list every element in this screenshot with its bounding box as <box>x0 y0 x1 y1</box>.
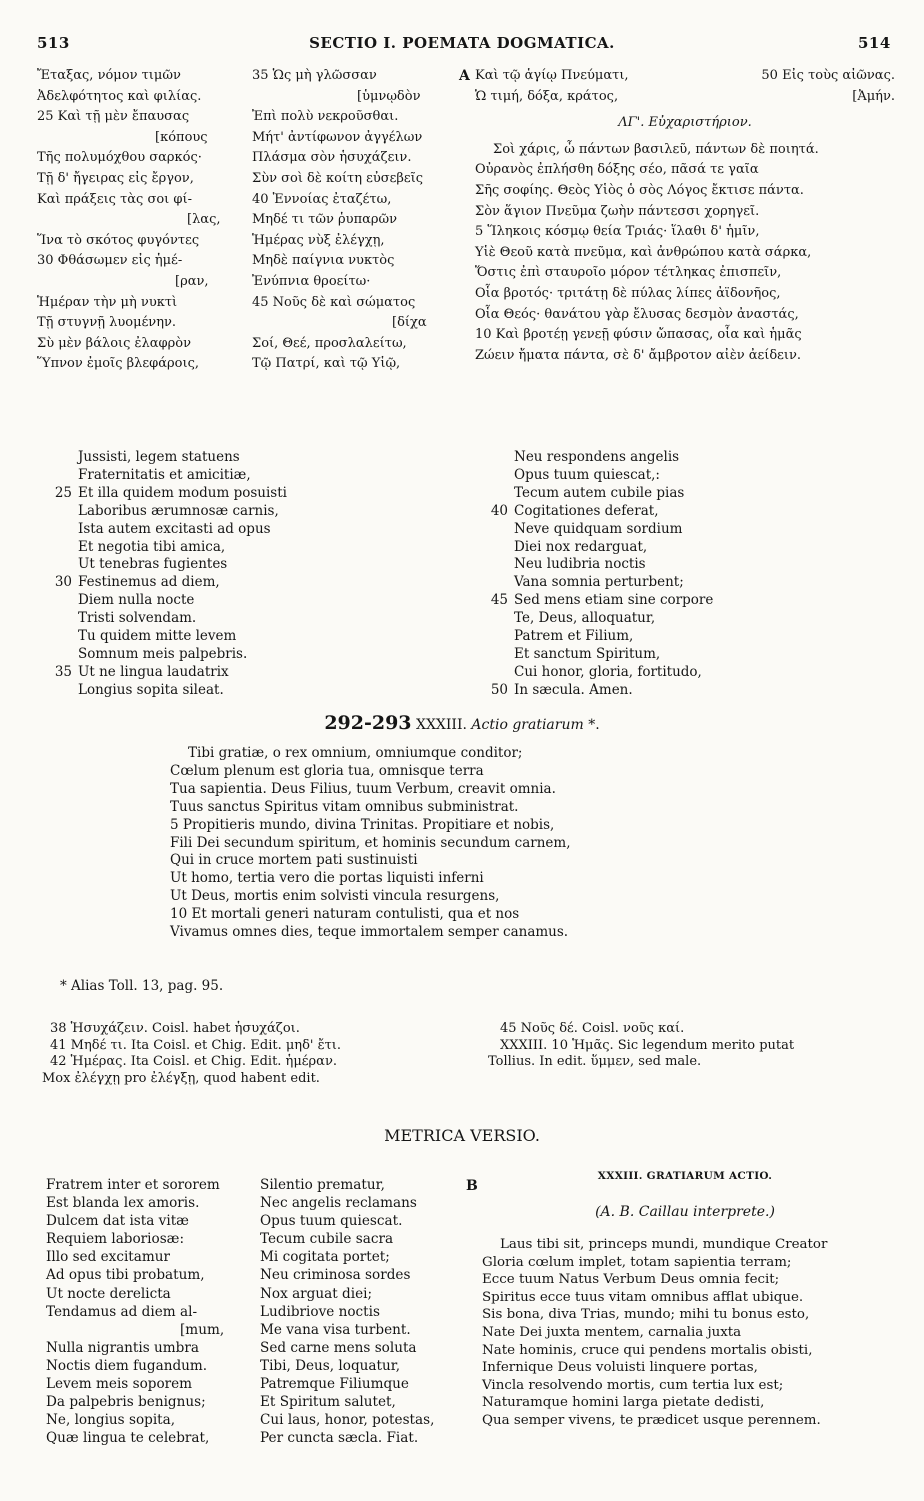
note-line: 38 Ἡσυχάζειν. Coisl. habet ἡσυχάζοι. <box>50 1021 300 1036</box>
verse-line: Laus tibi sit, princeps mundi, mundique Creator <box>500 1237 828 1252</box>
verse-line: 5 Propitieris mundo, divina Trinitas. Propitiare et nobis, <box>170 816 555 833</box>
verse-line: Sis bona, diva Trias, mundo; mihi tu bonus esto, <box>482 1307 810 1323</box>
section-title: Actio gratiarum <box>471 717 584 733</box>
verse-line <box>38 521 458 539</box>
greek-line: Ἀδελφότητος καὶ φιλίας. <box>37 88 202 104</box>
greek-line: [ραν, <box>175 273 209 289</box>
greek-line: Ἔταξας, νόμον τιμῶν <box>37 68 181 83</box>
greek-line: Σὸν ἅγιον Πνεῦμα ζωὴν πάντεσσι χορηγεῖ. <box>475 203 760 219</box>
metrica-column-3 <box>482 1236 892 1430</box>
verse-text: Ut tenebras fugientes <box>78 556 228 573</box>
verse-text: Diei nox redarguat, <box>514 538 648 555</box>
note-line: XXXIII. 10 Ἡμᾶς. Sic legendum merito putat <box>500 1037 795 1053</box>
verse-line: Gloria cœlum implet, totam sapientia terram; <box>482 1254 792 1270</box>
verse-text: Patrem et Filium, <box>514 628 634 645</box>
greek-line: Σοὶ χάρις, ὦ πάντων βασιλεῦ, πάντων δὲ ποιητά. <box>493 141 819 157</box>
verse-line: Vincla resolvendo mortis, cum tertia lux est; <box>482 1377 784 1393</box>
greek-poem-title: ΛΓ'. Εὐχαριστήριον. <box>618 115 752 131</box>
greek-line: 5 Ἵληκοις κόσμῳ θεία Τριάς· ἵλαθι δ' ἡμῖν, <box>475 224 760 240</box>
verse-line <box>474 646 894 664</box>
latin-translation-right <box>474 449 894 700</box>
verse-text: Diem nulla nocte <box>78 592 195 609</box>
greek-line: [λας, <box>187 212 221 228</box>
greek-line: Καὶ πράξεις τὰς σοι φί- <box>37 191 192 207</box>
note-line: 42 Ἡμέρας. Ita Coisl. et Chig. Edit. ἡμέραν. <box>50 1054 337 1070</box>
verse-text: Ut ne lingua laudatrix <box>78 663 229 680</box>
greek-line: Ὅστις ἐπὶ σταυροῖο μόρον τέτληκας ἐπισπεῖν, <box>475 265 782 281</box>
verse-line: Nate hominis, cruce qui pendens mortalis obisti, <box>482 1342 813 1358</box>
verse-line: Neu criminosa sordes <box>260 1267 411 1284</box>
greek-line: Πλάσμα σὸν ἡσυχάζειν. <box>252 150 412 166</box>
verse-line <box>38 682 458 700</box>
greek-line: Ἡμέρας νὺξ ἐλέγχῃ, <box>252 232 385 248</box>
greek-line: Σῆς σοφίης. Θεὸς Υἱὸς ὁ σὸς Λόγος ἔκτισε πάντα. <box>475 182 804 198</box>
verse-line <box>38 664 458 682</box>
section-roman: XXXIII. <box>415 717 467 733</box>
verse-text: Cui honor, gloria, fortitudo, <box>514 663 702 680</box>
verse-line <box>474 664 894 682</box>
verse-line: Nox arguat diei; <box>260 1285 373 1302</box>
verse-line: Nulla nigrantis umbra <box>46 1339 199 1356</box>
metrica-poem-title: XXXIII. GRATIARUM ACTIO. <box>597 1170 773 1182</box>
verse-line: Patremque Filiumque <box>260 1376 409 1393</box>
greek-line: Ὕπνον ἐμοῖς βλεφάροις, <box>37 356 199 372</box>
greek-line: 30 Φθάσωμεν εἰς ἡμέ- <box>37 253 183 269</box>
footnote-mark: *. <box>588 717 600 733</box>
verse-line <box>474 592 894 610</box>
verse-line <box>474 503 894 521</box>
verse-line: Qui in cruce mortem pati sustinuisti <box>170 852 418 869</box>
verse-line: 10 Et mortali generi naturam contulisti, qua et nos <box>170 906 520 923</box>
greek-line: Ἐπὶ πολὺ νεκροῦσθαι. <box>252 109 399 125</box>
greek-line: Υἱὲ Θεοῦ κατὰ πνεῦμα, καὶ ἀνθρώπου κατὰ σάρκα, <box>475 244 812 260</box>
verse-text: Cogitationes deferat, <box>514 502 659 519</box>
greek-column-2 <box>252 66 457 375</box>
line-number: 35 <box>54 663 72 680</box>
verse-line: Mi cogitata portet; <box>260 1249 390 1266</box>
verse-line: Tibi gratiæ, o rex omnium, omniumque conditor; <box>188 745 523 761</box>
verse-line <box>38 646 458 664</box>
verse-line: Cui laus, honor, potestas, <box>260 1412 435 1429</box>
greek-line: Τῇ δ' ἤγειρας εἰς ἔργον, <box>37 170 194 186</box>
greek-line: Ἡμέραν τὴν μὴ νυκτὶ <box>37 294 178 310</box>
greek-column-1 <box>37 66 242 375</box>
verse-line: Ad opus tibi probatum, <box>46 1267 205 1284</box>
verse-line: Est blanda lex amoris. <box>46 1195 200 1212</box>
verse-line <box>38 556 458 574</box>
greek-line: Μήτ' ἀντίφωνον ἀγγέλων <box>252 129 423 145</box>
verse-line <box>38 574 458 592</box>
greek-text: Καὶ τῷ ἁγίῳ Πνεύματι, <box>475 68 629 83</box>
verse-line <box>474 449 894 467</box>
line-number: 30 <box>54 574 72 591</box>
greek-line: 25 Καὶ τῇ μὲν ἔπαυσας <box>37 109 190 125</box>
verse-line: [mum, <box>180 1321 225 1338</box>
column-numbers: 292-293 <box>324 712 412 734</box>
verse-line <box>38 467 458 485</box>
greek-line: [ὑμνῳδὸν <box>357 88 421 104</box>
translator-credit: (A. B. Caillau interprete.) <box>595 1204 775 1220</box>
verse-line <box>38 628 458 646</box>
verse-text: Et sanctum Spiritum, <box>514 645 661 662</box>
verse-line: Ut Deus, mortis enim solvisti vincula resurgens, <box>170 888 500 905</box>
greek-text: Ὡ τιμή, δόξα, κράτος, <box>475 88 619 104</box>
greek-line: Ἵνα τὸ σκότος φυγόντες <box>37 232 200 248</box>
line-number: 25 <box>54 484 72 501</box>
verse-line: Opus tuum quiescat. <box>260 1213 403 1230</box>
verse-line: Illo sed excitamur <box>46 1249 170 1266</box>
verse-text: Tu quidem mitte levem <box>78 628 237 645</box>
greek-text: [Ἀμήν. <box>852 88 895 104</box>
verse-line <box>474 610 894 628</box>
greek-line: Σὺν σοὶ δὲ κοίτη εὐσεβεῖς <box>252 170 424 186</box>
verse-text: Opus tuum quiescat,: <box>514 466 660 483</box>
verse-line: Nec angelis reclamans <box>260 1195 417 1212</box>
verse-text: Tecum autem cubile pias <box>514 484 685 501</box>
page-number-right: 514 <box>858 34 891 52</box>
page-number-left: 513 <box>37 34 70 52</box>
verse-text: Vana somnia perturbent; <box>514 574 684 591</box>
greek-column-3 <box>475 66 895 366</box>
verse-line: Per cuncta sæcla. Fiat. <box>260 1430 419 1447</box>
greek-line: Σὺ μὲν βάλοις ἐλαφρὸν <box>37 335 192 351</box>
note-line: 41 Μηδέ τι. Ita Coisl. et Chig. Edit. μηδ' ἔτι. <box>50 1037 342 1053</box>
greek-line: [δίχα <box>392 315 427 331</box>
verse-line: Da palpebris benignus; <box>46 1394 206 1411</box>
line-number: 45 <box>490 592 508 609</box>
column-marker-b: B <box>466 1178 478 1194</box>
footnote: * Alias Toll. 13, pag. 95. <box>60 978 224 994</box>
verse-line: Et Spiritum salutet, <box>260 1394 396 1411</box>
greek-line <box>475 66 895 87</box>
section-heading <box>0 712 924 734</box>
greek-line: 10 Καὶ βροτέῃ γενεῇ φύσιν ὤπασας, οἷα καὶ ἡμᾶς <box>475 327 802 343</box>
note-line: Tollius. In edit. ὕμμεν, sed male. <box>488 1054 702 1070</box>
greek-line: Τῷ Πατρί, καὶ τῷ Υἱῷ, <box>252 356 401 372</box>
verse-line: Spiritus ecce tuus vitam omnibus afflat ubique. <box>482 1289 804 1305</box>
verse-text: Ista autem excitasti ad opus <box>78 520 271 537</box>
verse-text: Longius sopita sileat. <box>78 681 224 698</box>
running-title: SECTIO I. POEMATA DOGMATICA. <box>309 34 615 52</box>
verse-line <box>38 485 458 503</box>
verse-line <box>474 682 894 700</box>
verse-line: Silentio prematur, <box>260 1177 385 1193</box>
verse-line: Dulcem dat ista vitæ <box>46 1213 189 1230</box>
verse-text: Fraternitatis et amicitiæ, <box>78 466 251 483</box>
verse-line: Fili Dei secundum spiritum, et hominis secundum carnem, <box>170 834 571 851</box>
notes-left <box>42 1021 342 1087</box>
greek-line <box>475 87 895 108</box>
line-number: 50 <box>490 681 508 698</box>
verse-line: Ut nocte derelicta <box>46 1285 171 1302</box>
verse-line: Requiem laboriosæ: <box>46 1231 185 1248</box>
verse-line: Tuus sanctus Spiritus vitam omnibus subministrat. <box>170 798 519 815</box>
verse-line <box>38 503 458 521</box>
verse-line: Tibi, Deus, loquatur, <box>260 1357 401 1374</box>
verse-line: Qua semper vivens, te prædicet usque perennem. <box>482 1412 821 1428</box>
verse-line: Quæ lingua te celebrat, <box>46 1430 210 1447</box>
verse-text: Te, Deus, alloquatur, <box>514 610 656 627</box>
verse-text: Laboribus ærumnosæ carnis, <box>78 502 279 519</box>
verse-line: Sed carne mens soluta <box>260 1339 417 1356</box>
column-marker-a: A <box>459 68 470 84</box>
greek-line: Τῆς πολυμόχθου σαρκός· <box>37 150 202 166</box>
verse-line <box>474 628 894 646</box>
verse-text: Et negotia tibi amica, <box>78 538 226 555</box>
greek-line: Οἷα Θεός· θανάτου γὰρ ἔλυσας δεσμὸν ἀναστάς, <box>475 306 799 322</box>
verse-line <box>474 521 894 539</box>
verse-line: Ludibriove noctis <box>260 1303 380 1320</box>
note-line: Mox ἐλέγχῃ pro ἐλέγξῃ, quod habent edit. <box>42 1070 320 1086</box>
verse-line <box>38 592 458 610</box>
verse-line <box>474 467 894 485</box>
verse-line <box>38 539 458 557</box>
verse-line: Infernique Deus voluisti linquere portas, <box>482 1360 758 1376</box>
verse-line: Ecce tuum Natus Verbum Deus omnia fecit; <box>482 1272 780 1288</box>
verse-line <box>474 574 894 592</box>
verse-line: Ut homo, tertia vero die portas liquisti inferni <box>170 870 484 887</box>
verse-line: Fratrem inter et sororem <box>46 1177 220 1193</box>
verse-text: Neu respondens angelis <box>514 449 680 465</box>
greek-line: [κόπους <box>155 129 208 145</box>
verse-text: Jussisti, legem statuens <box>78 449 240 465</box>
verse-line: Levem meis soporem <box>46 1376 193 1393</box>
verse-line <box>38 449 458 467</box>
greek-line: Οἷα βροτός· τριτάτῃ δὲ πύλας λίπες ἀϊδονῆος, <box>475 285 781 301</box>
verse-line: Naturamque homini larga pietate dedisti, <box>482 1395 765 1411</box>
verse-line: Nate Dei juxta mentem, carnalia juxta <box>482 1324 742 1340</box>
verse-text: Somnum meis palpebris. <box>78 645 248 662</box>
verse-text: Neve quidquam sordium <box>514 520 683 537</box>
line-number: 40 <box>490 502 508 519</box>
verse-line: Cœlum plenum est gloria tua, omnisque terra <box>170 762 484 779</box>
greek-line: Ἐνύπνια θροείτω· <box>252 273 371 289</box>
verse-line <box>474 556 894 574</box>
greek-line: Ζώειν ἤματα πάντα, σὲ δ' ἄμβροτον αἰὲν ἀείδειν. <box>475 347 802 363</box>
verse-line: Vivamus omnes dies, teque immortalem semper canamus. <box>170 924 569 941</box>
verse-line <box>38 610 458 628</box>
verse-line: Ne, longius sopita, <box>46 1412 176 1429</box>
verse-line: Tendamus ad diem al- <box>46 1303 198 1320</box>
verse-line: Noctis diem fugandum. <box>46 1357 208 1374</box>
notes-right <box>488 1021 795 1071</box>
greek-text: 50 Εἰς τοὺς αἰῶνας. <box>761 68 895 83</box>
verse-line <box>474 485 894 503</box>
greek-line: 35 Ὡς μὴ γλῶσσαν <box>252 68 377 83</box>
verse-line: Tua sapientia. Deus Filius, tuum Verbum, creavit omnia. <box>170 780 556 797</box>
verse-text: In sæcula. Amen. <box>514 681 633 698</box>
metrica-column-1 <box>46 1176 256 1447</box>
verse-line: Me vana visa turbent. <box>260 1321 411 1338</box>
greek-line: Μηδέ τι τῶν ῥυπαρῶν <box>252 212 398 228</box>
verse-text: Tristi solvendam. <box>78 610 197 627</box>
greek-line: 45 Νοῦς δὲ καὶ σώματος <box>252 294 416 310</box>
section-translation <box>170 745 870 942</box>
metrica-column-2 <box>260 1176 465 1447</box>
greek-line: Μηδὲ παίγνια νυκτὸς <box>252 253 395 269</box>
note-line: 45 Νοῦς δέ. Coisl. νοῦς καί. <box>500 1021 685 1036</box>
verse-text: Festinemus ad diem, <box>78 574 220 591</box>
latin-translation-left <box>38 449 458 700</box>
verse-text: Sed mens etiam sine corpore <box>514 592 714 609</box>
greek-line: Τῇ στυγνῇ λυομένην. <box>37 315 177 331</box>
metrica-heading: METRICA VERSIO. <box>384 1126 540 1145</box>
verse-text: Neu ludibria noctis <box>514 556 646 573</box>
greek-line: Σοί, Θεέ, προσλαλείτω, <box>252 335 407 351</box>
verse-text: Et illa quidem modum posuisti <box>78 484 287 501</box>
greek-line: Οὐρανὸς ἐπλήσθη δόξης σέο, πᾶσά τε γαῖα <box>475 162 759 178</box>
greek-line: 40 Ἐννοίας ἐταζέτω, <box>252 191 392 207</box>
verse-line <box>474 539 894 557</box>
verse-line: Tecum cubile sacra <box>260 1231 394 1248</box>
